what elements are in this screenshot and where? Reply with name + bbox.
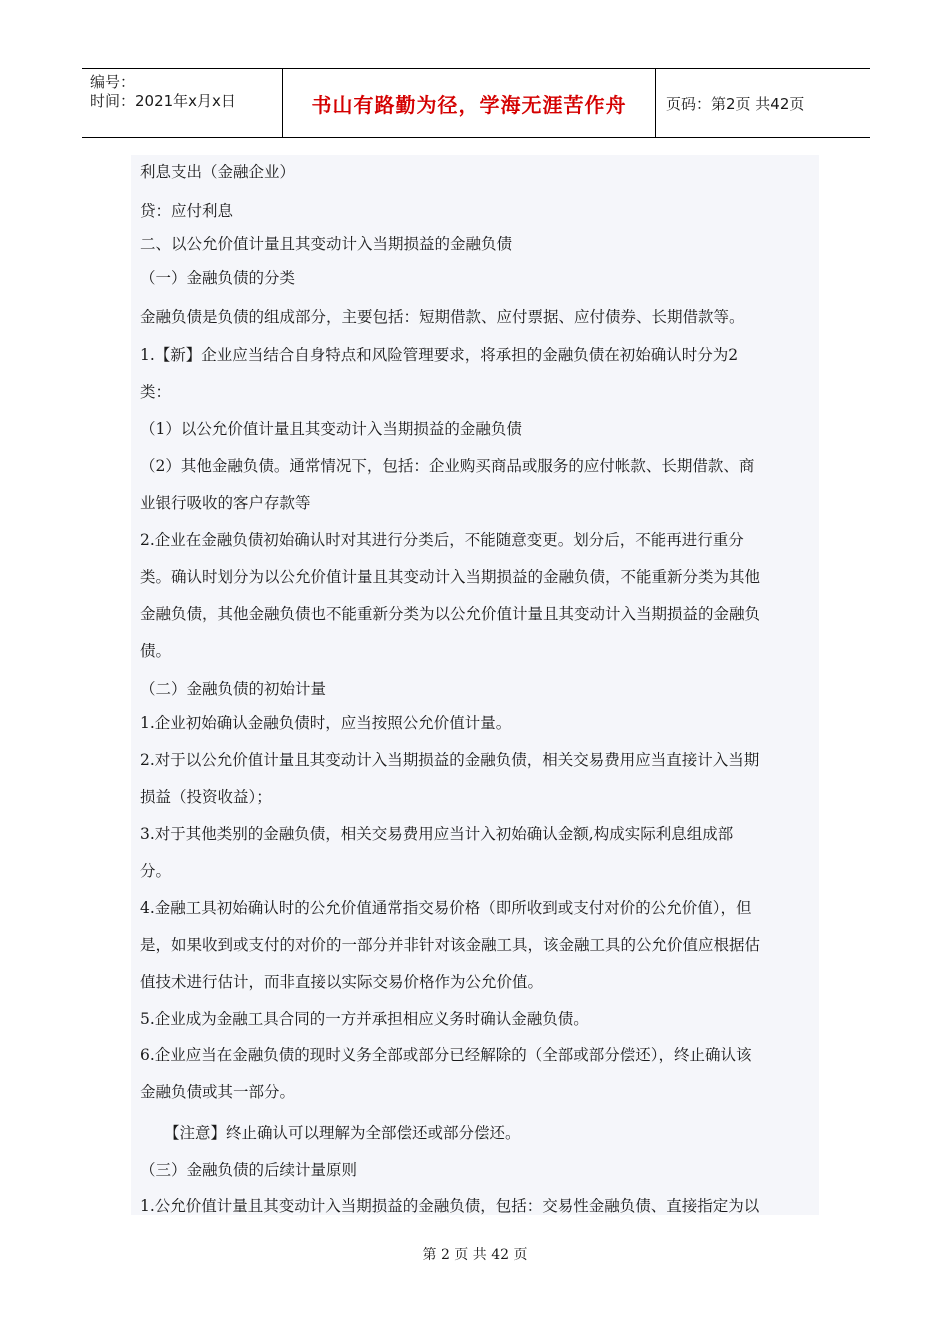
header-motto: 书山有路勤为径，学海无涯苦作舟 (311, 92, 627, 117)
body-line-3: 二、以公允价值计量且其变动计入当期损益的金融负债 (140, 235, 513, 253)
body-line-6: 1.【新】企业应当结合自身特点和风险管理要求，将承担的金融负债在初始确认时分为2 (140, 346, 739, 364)
body-line-17: 2.对于以公允价值计量且其变动计入当期损益的金融负债，相关交易费用应当直接计入当期 (140, 751, 760, 769)
body-line-7: 类： (140, 383, 172, 401)
body-line-25: 6.企业应当在金融负债的现时义务全部或部分已经解除的（全部或部分偿还），终止确认该 (140, 1046, 752, 1064)
body-line-12: 类。确认时划分为以公允价值计量且其变动计入当期损益的金融负债，不能重新分类为其他 (140, 568, 761, 586)
body-line-18: 损益（投资收益）； (140, 788, 272, 806)
number-label: 编号： (90, 73, 136, 91)
body-line-20: 分。 (140, 862, 172, 880)
body-line-13: 金融负债，其他金融负债也不能重新分类为以公允价值计量且其变动计入当期损益的金融负 (140, 605, 761, 623)
body-line-8: （1）以公允价值计量且其变动计入当期损益的金融负债 (140, 420, 522, 438)
body-line-29: 1.公允价值计量且其变动计入当期损益的金融负债，包括：交易性金融负债、直接指定为以 (140, 1197, 760, 1215)
header-info-cell (82, 69, 282, 137)
header-motto-cell (282, 69, 656, 137)
body-line-1: 利息支出（金融企业） (140, 163, 296, 181)
body-line-27: 【注意】终止确认可以理解为全部偿还或部分偿还。 (164, 1124, 521, 1142)
body-line-21: 4.金融工具初始确认时的公允价值通常指交易价格（即所收到或支付对价的公允价值），但 (140, 899, 752, 917)
page-footer: 第 2 页 共 42 页 (422, 1247, 528, 1263)
body-line-14: 债。 (140, 642, 172, 660)
body-line-2: 贷：应付利息 (140, 202, 234, 220)
document-body (131, 155, 819, 1215)
date-label: 时间：2021年x月x日 (90, 92, 236, 110)
body-line-16: 1.企业初始确认金融负债时，应当按照公允价值计量。 (140, 714, 512, 732)
body-line-4: （一）金融负债的分类 (140, 269, 296, 287)
body-line-15: （二）金融负债的初始计量 (140, 680, 327, 698)
body-line-22: 是，如果收到或支付的对价的一部分并非针对该金融工具，该金融工具的公允价值应根据估 (140, 936, 761, 954)
document-header (82, 68, 870, 138)
body-line-19: 3.对于其他类别的金融负债，相关交易费用应当计入初始确认金额,构成实际利息组成部 (140, 825, 734, 843)
body-line-5: 金融负债是负债的组成部分，主要包括：短期借款、应付票据、应付债券、长期借款等。 (140, 308, 745, 326)
body-line-9: （2）其他金融负债。通常情况下，包括：企业购买商品或服务的应付帐款、长期借款、商 (140, 457, 755, 475)
body-line-23: 值技术进行估计，而非直接以实际交易价格作为公允价值。 (140, 973, 544, 991)
header-page-cell (656, 69, 870, 137)
body-line-24: 5.企业成为金融工具合同的一方并承担相应义务时确认金融负债。 (140, 1010, 589, 1028)
body-line-26: 金融负债或其一部分。 (140, 1083, 296, 1101)
body-line-10: 业银行吸收的客户存款等 (140, 494, 311, 512)
body-line-11: 2.企业在金融负债初始确认时对其进行分类后，不能随意变更。划分后，不能再进行重分 (140, 531, 744, 549)
header-page-info: 页码：第2页 共42页 (666, 94, 805, 113)
body-line-28: （三）金融负债的后续计量原则 (140, 1161, 358, 1179)
